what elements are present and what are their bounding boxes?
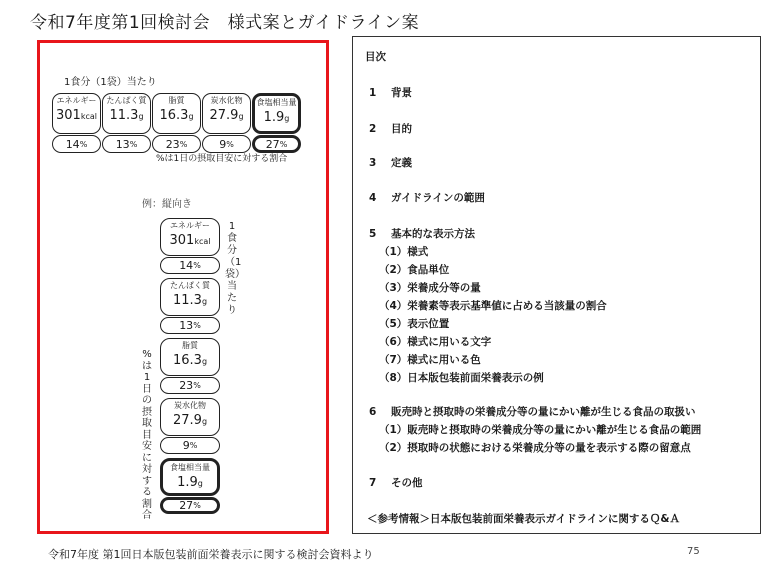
nutrient-name: エネルギー: [170, 221, 210, 230]
nutrient-fat: 脂質 16.3g 23 %: [152, 93, 201, 153]
nutrient-value: 27.9: [209, 108, 239, 123]
nutrient-unit: kcal: [80, 112, 97, 121]
nutrient-percent: 13: [179, 319, 194, 332]
vertical-per-serving-label: 1食分（1袋）当たり: [225, 221, 245, 316]
nutrient-carbohydrate: 炭水化物 27.9g 9 %: [202, 93, 251, 153]
toc-subitem: （5）表示位置: [379, 318, 450, 330]
nutrient-value: 16.3: [172, 353, 202, 368]
nutrient-unit: g: [197, 479, 203, 488]
nutrient-name: 食塩相当量: [170, 463, 210, 472]
nutrient-unit: kcal: [194, 237, 211, 246]
nutrient-carbohydrate: 炭水化物 27.9g 9 %: [160, 398, 220, 454]
nutrient-value: 16.3: [159, 108, 189, 123]
slide-title: 令和7年度第1回検討会 様式案とガイドライン案: [30, 13, 420, 33]
page-number: 75: [687, 546, 700, 557]
toc-subitem: （7）様式に用いる色: [379, 354, 481, 366]
nutrient-unit: g: [238, 112, 244, 121]
toc-subitem: （2）食品単位: [379, 264, 450, 276]
nutrient-unit: g: [201, 357, 208, 366]
vertical-label: [160, 218, 220, 518]
nutrient-name: たんぱく質: [106, 96, 147, 105]
nutrient-name: たんぱく質: [170, 281, 210, 290]
nutrient-name: 炭水化物: [210, 96, 243, 105]
nutrient-percent: 14: [179, 259, 194, 272]
nutrient-value: 1.9: [177, 475, 198, 490]
nutrient-unit: g: [201, 417, 208, 426]
nutrient-salt: 食塩相当量 1.9g 27 %: [252, 93, 301, 153]
toc-item: 2 目的: [369, 123, 412, 135]
per-serving-label: 1食分（1袋）当たり: [64, 77, 157, 88]
nutrient-name: エネルギー: [56, 96, 97, 105]
nutrient-value: 27.9: [172, 413, 202, 428]
nutrient-value: 301: [169, 233, 195, 248]
toc-item: 5 基本的な表示方法: [369, 228, 475, 240]
horizontal-label: [52, 93, 301, 153]
percent-note: %は1日の摂取目安に対する割合: [156, 154, 288, 164]
toc-heading: 目次: [365, 51, 386, 63]
nutrient-percent: 9: [182, 439, 190, 452]
nutrient-name: 脂質: [182, 341, 198, 350]
example-caption: 例：縦向き: [142, 199, 192, 210]
toc-item: 4 ガイドラインの範囲: [369, 192, 485, 204]
label-example-figure: [37, 40, 329, 534]
toc-subitem: （4）栄養素等表示基準値に占める当該量の割合: [379, 300, 607, 312]
nutrient-percent: 27: [265, 137, 280, 151]
nutrient-percent: 27: [179, 499, 194, 512]
toc-subitem: （6）様式に用いる文字: [379, 336, 492, 348]
nutrient-salt: 食塩相当量 1.9g 27 %: [160, 458, 220, 514]
nutrient-percent: 9: [219, 137, 227, 151]
nutrient-percent: 14: [65, 137, 80, 151]
nutrient-unit: g: [284, 114, 290, 123]
table-of-contents: [352, 36, 761, 534]
vertical-percent-note: %は1日の摂取目安に対する割合: [142, 349, 152, 521]
nutrient-value: 11.3: [109, 108, 139, 123]
toc-reference: ＜参考情報＞日本版包装前面栄養表示ガイドラインに関するＱ&Ａ: [367, 513, 681, 525]
nutrient-name: 食塩相当量: [256, 98, 297, 107]
nutrient-protein: たんぱく質 11.3g 13 %: [102, 93, 151, 153]
toc-item: 6 販売時と摂取時の栄養成分等の量にかい離が生じる食品の取扱い: [369, 406, 696, 418]
nutrient-percent: 13: [115, 137, 130, 151]
toc-item: 7 その他: [369, 477, 423, 489]
nutrient-percent: 23: [179, 379, 194, 392]
toc-subitem: （8）日本版包装前面栄養表示の例: [379, 372, 544, 384]
nutrient-energy: エネルギー 301kcal 14 %: [52, 93, 101, 153]
nutrient-name: 炭水化物: [174, 401, 206, 410]
nutrient-unit: g: [138, 112, 144, 121]
nutrient-value: 11.3: [172, 293, 202, 308]
nutrient-protein: たんぱく質 11.3g 13 %: [160, 278, 220, 334]
toc-item: 3 定義: [369, 157, 412, 169]
toc-subitem: （3）栄養成分等の量: [379, 282, 481, 294]
toc-subitem: （1）様式: [379, 246, 429, 258]
toc-subitem: （2）摂取時の状態における栄養成分等の量を表示する際の留意点: [379, 442, 691, 454]
toc-item: 1 背景: [369, 87, 412, 99]
source-caption: 令和7年度 第1回日本版包装前面栄養表示に関する検討会資料より: [48, 548, 374, 561]
nutrient-unit: g: [201, 297, 208, 306]
toc-subitem: （1）販売時と摂取時の栄養成分等の量にかい離が生じる食品の範囲: [379, 424, 702, 436]
nutrient-value: 301: [56, 108, 81, 123]
nutrient-percent: 23: [165, 137, 180, 151]
nutrient-unit: g: [188, 112, 194, 121]
nutrient-value: 1.9: [263, 110, 285, 125]
nutrient-energy: エネルギー 301kcal 14 %: [160, 218, 220, 274]
nutrient-name: 脂質: [168, 96, 185, 105]
nutrient-fat: 脂質 16.3g 23 %: [160, 338, 220, 394]
